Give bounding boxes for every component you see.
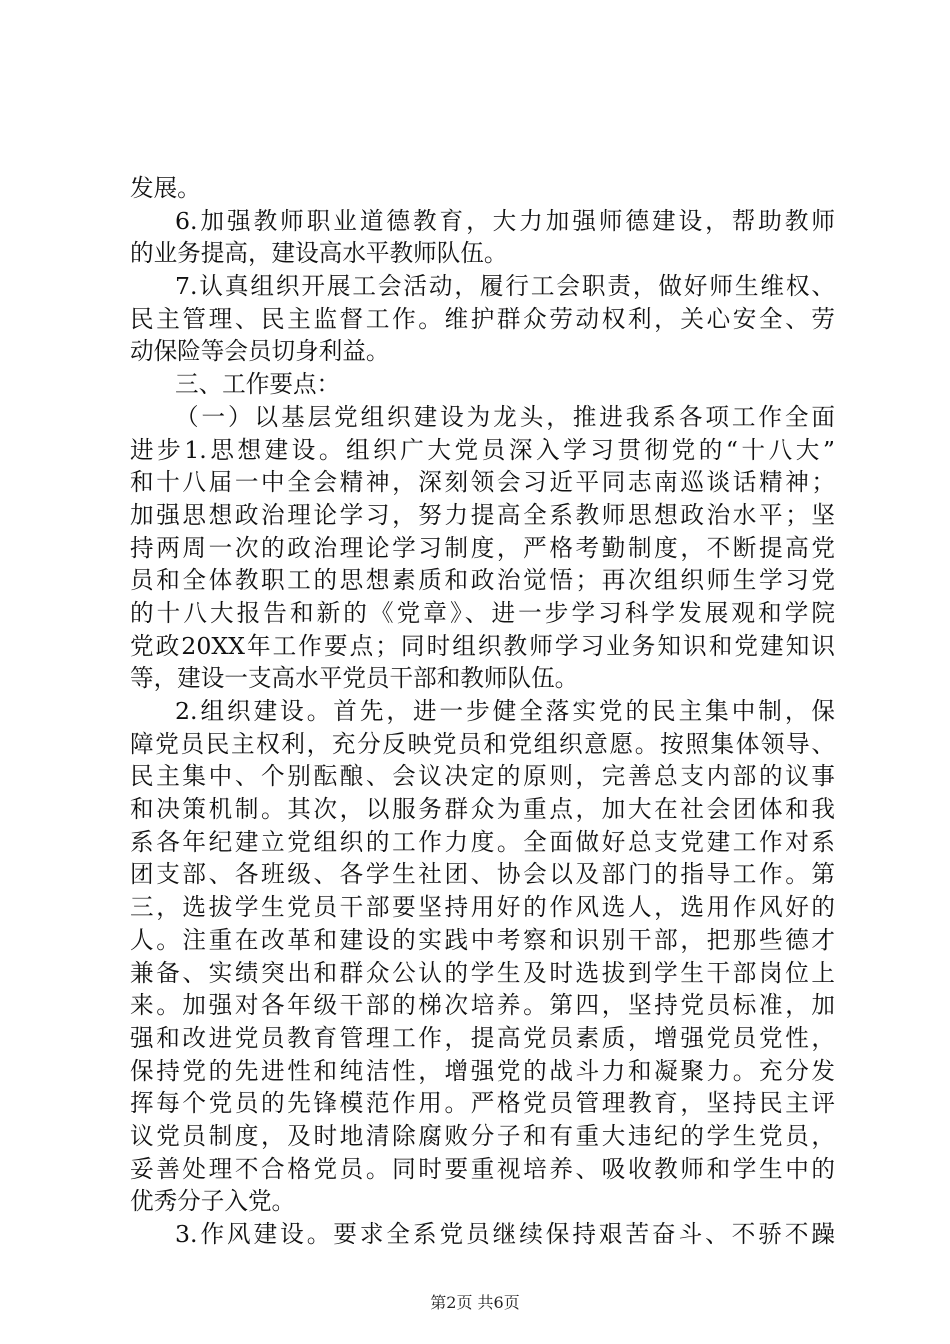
text-line: 妥善处理不合格党员。同时要重视培养、吸收教师和学生中的 <box>130 1154 835 1183</box>
text-line: 团支部、各班级、各学生社团、协会以及部门的指导工作。第 <box>130 860 835 889</box>
text-line: 议党员制度，及时地清除腐败分子和有重大违纪的学生党员， <box>130 1121 835 1150</box>
text-line: 的业务提高，建设高水平教师队伍。 <box>130 239 508 268</box>
text-line: 系各年纪建立党组织的工作力度。全面做好总支党建工作对系 <box>130 827 835 856</box>
text-line: （一）以基层党组织建设为龙头，推进我系各项工作全面 <box>175 402 835 431</box>
text-line: 2.组织建设。首先，进一步健全落实党的民主集中制，保 <box>175 697 835 725</box>
text-line: 6.加强教师职业道德教育，大力加强师德建设，帮助教师 <box>175 206 835 235</box>
text-line: 加强思想政治理论学习，努力提高全系教师思想政治水平；坚 <box>130 500 835 529</box>
document-body <box>130 172 835 1251</box>
text-line: 员和全体教职工的思想素质和政治觉悟；再次组织师生学习党 <box>130 566 835 595</box>
text-line: 和十八届一中全会精神，深刻领会习近平同志南巡谈话精神； <box>130 468 835 497</box>
text-line: 3.作风建设。要求全系党员继续保持艰苦奋斗、不骄不躁 <box>175 1220 835 1248</box>
text-line: 持两周一次的政治理论学习制度，严格考勤制度，不断提高党 <box>130 533 835 562</box>
text-line: 障党员民主权利，充分反映党员和党组织意愿。按照集体领导、 <box>130 729 835 758</box>
text-line: 和决策机制。其次，以服务群众为重点，加大在社会团体和我 <box>130 795 835 824</box>
text-line: 发展。 <box>130 174 201 202</box>
text-line: 三、工作要点： <box>175 370 341 399</box>
text-line: 兼备、实绩突出和群众公认的学生及时选拔到学生干部岗位上 <box>130 958 835 987</box>
text-line: 优秀分子入党。 <box>130 1187 296 1216</box>
text-line: 三，选拔学生党员干部要坚持用好的作风选人，选用作风好的 <box>130 893 835 922</box>
text-line: 的十八大报告和新的《党章》、进一步学习科学发展观和学院 <box>130 598 835 627</box>
text-line: 来。加强对各年级干部的梯次培养。第四，坚持党员标准，加 <box>130 991 835 1020</box>
text-line: 7.认真组织开展工会活动，履行工会职责，做好师生维权、 <box>175 272 835 301</box>
text-line: 动保险等会员切身利益。 <box>130 337 390 366</box>
page-footer: 第2页 共6页 <box>430 1293 520 1312</box>
text-line: 保持党的先进性和纯洁性，增强党的战斗力和凝聚力。充分发 <box>130 1056 835 1085</box>
text-line: 民主集中、个别酝酿、会议决定的原则，完善总支内部的议事 <box>130 762 835 791</box>
text-line: 进步1.思想建设。组织广大党员深入学习贯彻党的“十八大” <box>130 435 835 464</box>
text-line: 人。注重在改革和建设的实践中考察和识别干部，把那些德才 <box>130 925 835 954</box>
text-line: 强和改进党员教育管理工作，提高党员素质，增强党员党性， <box>130 1023 835 1052</box>
text-line: 挥每个党员的先锋模范作用。严格党员管理教育，坚持民主评 <box>130 1089 835 1118</box>
text-line: 等，建设一支高水平党员干部和教师队伍。 <box>130 664 579 693</box>
text-line: 民主管理、民主监督工作。维护群众劳动权利，关心安全、劳 <box>130 304 835 333</box>
text-line: 党政20XX年工作要点；同时组织教师学习业务知识和党建知识 <box>130 631 835 660</box>
